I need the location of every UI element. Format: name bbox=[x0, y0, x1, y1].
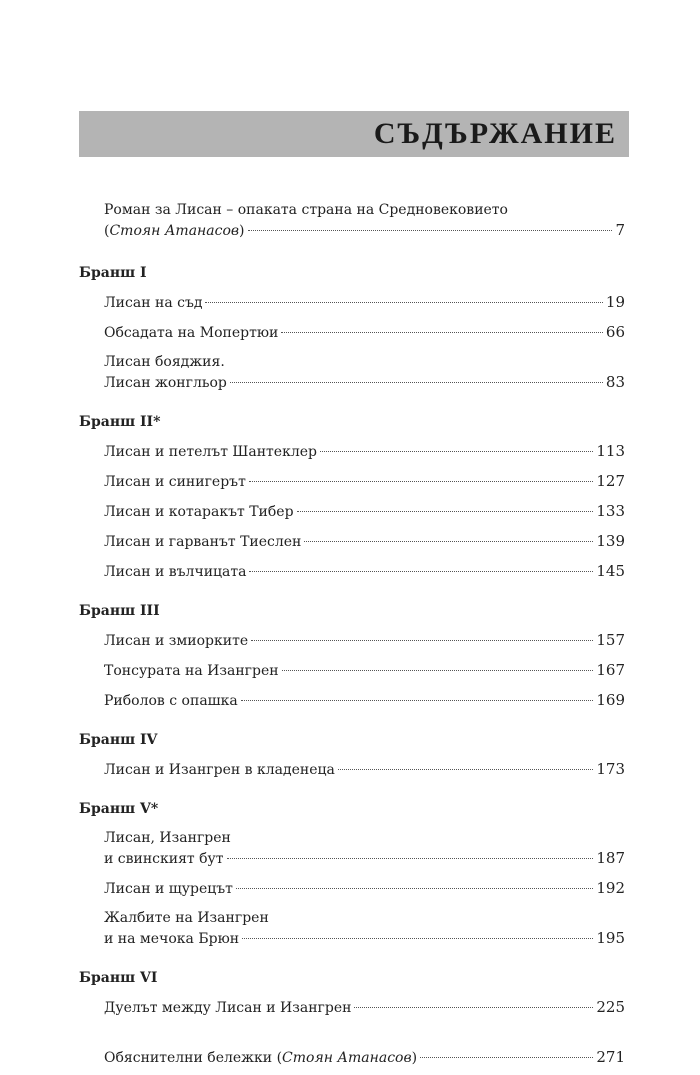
toc-entry bbox=[79, 501, 625, 522]
branch-section bbox=[79, 968, 625, 1018]
page-number: 173 bbox=[596, 760, 625, 778]
page-number: 83 bbox=[605, 373, 625, 391]
dot-leader bbox=[251, 640, 593, 641]
toc-entry-title: и на мечока Брюн bbox=[104, 931, 240, 947]
dot-leader bbox=[249, 571, 593, 572]
paren-close: ) bbox=[411, 1050, 418, 1066]
branch-section bbox=[79, 412, 625, 582]
branch-heading: Бранш V* bbox=[79, 801, 159, 817]
branch-section bbox=[79, 730, 625, 780]
page-number: 113 bbox=[596, 442, 625, 460]
page-title: СЪДЪРЖАНИЕ bbox=[373, 117, 617, 150]
page-number: 157 bbox=[596, 631, 625, 649]
page-number: 167 bbox=[596, 661, 625, 679]
page-number: 133 bbox=[596, 502, 625, 520]
toc-entry bbox=[79, 660, 625, 681]
page-number: 19 bbox=[605, 293, 625, 311]
toc-entry-title: Лисан и гарванът Тиеслен bbox=[104, 534, 302, 550]
branch-section bbox=[79, 601, 625, 711]
page-number: 225 bbox=[596, 998, 625, 1016]
toc-entry-line: Лисан бояджия. bbox=[104, 354, 225, 370]
toc-entry-title: Лисан и змиорките bbox=[104, 633, 249, 649]
table-of-contents bbox=[79, 200, 625, 1068]
branch-section bbox=[79, 799, 625, 949]
notes-label: Обяснителни бележки ( bbox=[104, 1050, 283, 1066]
toc-entry bbox=[79, 441, 625, 462]
paren-close: ) bbox=[239, 223, 245, 239]
dot-leader bbox=[338, 769, 594, 770]
branch-heading: Бранш IV bbox=[79, 732, 158, 748]
toc-entry-title: Лисан на съд bbox=[104, 295, 203, 311]
toc-entry-title: Лисан жонгльор bbox=[104, 375, 227, 391]
paren-open: ( bbox=[104, 223, 110, 239]
page-number: 66 bbox=[605, 323, 625, 341]
toc-entry-title: Лисан и синигерът bbox=[104, 474, 246, 490]
toc-entry-title: Тонсурата на Изангрен bbox=[104, 663, 279, 679]
dot-leader bbox=[205, 302, 602, 303]
dot-leader bbox=[248, 230, 613, 231]
author-name: Стоян Атанасов bbox=[109, 223, 240, 239]
toc-entry bbox=[79, 322, 625, 343]
dot-leader bbox=[282, 670, 594, 671]
dot-leader bbox=[242, 938, 593, 939]
toc-entry bbox=[79, 828, 625, 869]
toc-entry-title: Обсадата на Мопертюи bbox=[104, 325, 279, 341]
page-number: 271 bbox=[596, 1048, 625, 1066]
toc-entry bbox=[79, 531, 625, 552]
toc-entry-title: Лисан и вълчицата bbox=[104, 564, 247, 580]
toc-entry-title: Лисан и котаракът Тибер bbox=[104, 504, 294, 520]
toc-entry-line: Жалбите на Изангрен bbox=[104, 910, 269, 926]
toc-entry-intro bbox=[79, 200, 625, 241]
dot-leader bbox=[304, 541, 593, 542]
toc-entry-title: Лисан и щурецът bbox=[104, 881, 233, 897]
branch-heading: Бранш VI bbox=[79, 970, 158, 986]
page-number: 195 bbox=[596, 929, 625, 947]
dot-leader bbox=[227, 858, 594, 859]
page-number: 192 bbox=[596, 879, 625, 897]
page-number: 127 bbox=[596, 472, 625, 490]
toc-entry-title: Дуелът между Лисан и Изангрен bbox=[104, 1000, 352, 1016]
dot-leader bbox=[236, 888, 593, 889]
branch-heading: Бранш I bbox=[79, 265, 147, 281]
author-name: Стоян Атанасов bbox=[282, 1050, 412, 1066]
toc-entry bbox=[79, 690, 625, 711]
dot-leader bbox=[230, 382, 603, 383]
branch-heading: Бранш II* bbox=[79, 414, 161, 430]
page-number: 139 bbox=[596, 532, 625, 550]
dot-leader bbox=[281, 332, 603, 333]
toc-entry-line: Лисан, Изангрен bbox=[104, 830, 231, 846]
toc-entry bbox=[79, 471, 625, 492]
toc-entry bbox=[79, 561, 625, 582]
branch-section bbox=[79, 263, 625, 393]
toc-entry bbox=[79, 878, 625, 899]
dot-leader bbox=[249, 481, 594, 482]
branch-heading: Бранш III bbox=[79, 603, 160, 619]
toc-entry bbox=[79, 352, 625, 393]
dot-leader bbox=[320, 451, 593, 452]
toc-entry-title: Лисан и Изангрен в кладенеца bbox=[104, 762, 335, 778]
toc-entry-title: и свинският бут bbox=[104, 851, 224, 867]
toc-entry bbox=[79, 630, 625, 651]
toc-entry-title: Риболов с опашка bbox=[104, 693, 238, 709]
page-number: 7 bbox=[615, 221, 625, 239]
toc-entry bbox=[79, 292, 625, 313]
dot-leader bbox=[297, 511, 594, 512]
page-number: 145 bbox=[596, 562, 625, 580]
page-number: 187 bbox=[596, 849, 625, 867]
toc-entry bbox=[79, 759, 625, 780]
toc-entry bbox=[79, 997, 625, 1018]
dot-leader bbox=[420, 1057, 593, 1058]
toc-entry bbox=[79, 908, 625, 949]
toc-entry-title: Лисан и петелът Шантеклер bbox=[104, 444, 317, 460]
page-number: 169 bbox=[596, 691, 625, 709]
title-bar bbox=[79, 111, 629, 157]
dot-leader bbox=[241, 700, 594, 701]
toc-entry-line: Роман за Лисан – опаката страна на Средновековието bbox=[104, 202, 508, 218]
dot-leader bbox=[354, 1007, 593, 1008]
toc-entry-notes bbox=[79, 1047, 625, 1068]
